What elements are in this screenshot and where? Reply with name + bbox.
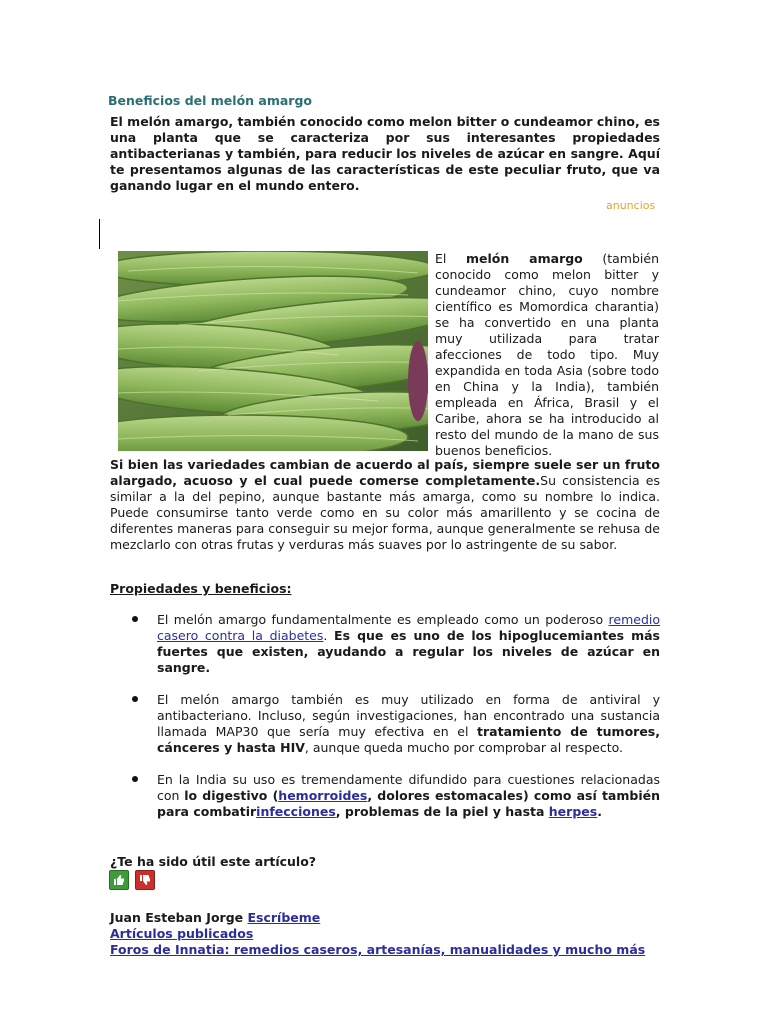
author-name: Juan Esteban Jorge [110, 910, 248, 925]
text-cursor [99, 219, 100, 249]
bullet-icon [132, 696, 138, 702]
bitter-melon-photo [118, 251, 428, 451]
bullet3-bold4: . [597, 804, 602, 819]
article-title: Beneficios del melón amargo [108, 93, 313, 108]
list-item [110, 612, 660, 676]
bullet-icon [132, 776, 138, 782]
bullet2-bold: tratamiento de tumores, cánceres y hasta HIV [157, 724, 660, 755]
side-text: (también conocido como melon bitter y cundeamor chino, cuyo nombre científico es Momordica charantia) se ha convertido en una planta muy utilizada para tratar afecciones de todo tipo. Muy expandida en toda Asia (sobre todo en China y la India), también empleada en África, Brasil y el Caribe, ahora se ha introducido al resto del mundo de la mano de sus buenos beneficios. [435, 251, 659, 458]
contact-author-link[interactable]: Escríbeme [247, 910, 321, 925]
section-title: Propiedades y beneficios: [110, 581, 292, 596]
side-bold-term: melón amargo [465, 251, 583, 266]
bullet-icon [132, 616, 138, 622]
infections-link[interactable]: infecciones [256, 804, 336, 819]
intro-side-paragraph [435, 251, 659, 459]
list-item [110, 772, 660, 820]
thumbs-down-icon[interactable] [135, 870, 155, 890]
bullet3-text: En la India su uso es tremendamente difundido para cuestiones relacionadas con [157, 772, 660, 803]
article-intro: El melón amargo, también conocido como melon bitter o cundeamor chino, es una planta que se caracteriza por sus interesantes propiedades antibacterianas y también, para reducir los niveles de azúcar en sangre. Aquí te presentamos algunas de las características de este peculiar fruto, que va ganando lugar en el mundo entero. [110, 114, 660, 193]
bullet1-text: El melón amargo fundamentalmente es empleado como un poderoso [157, 612, 609, 627]
hemorrhoids-link[interactable]: hemorroides [278, 788, 368, 803]
list-item [110, 692, 660, 756]
bullet3-bold3: , problemas de la piel y hasta [335, 804, 549, 819]
bullet2-text: El melón amargo también es muy utilizado en forma de antiviral y antibacteriano. Incluso, según investigaciones, han encontrado una sustancia llamada MAP30 que sería muy efectiva en el [157, 692, 660, 739]
bullet1-text-b: . [323, 628, 335, 643]
vote-buttons [109, 870, 155, 890]
feedback-question: ¿Te ha sido útil este artículo? [110, 854, 317, 869]
thumbs-up-icon[interactable] [109, 870, 129, 890]
published-articles-link[interactable]: Artículos publicados [110, 926, 254, 941]
diabetes-remedy-link[interactable]: remedio casero contra la diabetes [157, 612, 660, 643]
bullet2-text-b: , aunque queda mucho por comprobar al respecto. [304, 740, 624, 755]
para2-bold: Si bien las variedades cambian de acuerdo al país, siempre suele ser un fruto alargado, acuoso y el cual puede comerse completamente. [110, 457, 660, 488]
author-block [110, 910, 660, 958]
bullet1-bold: Es que es uno de los hipoglucemiantes más fuertes que existen, ayudando a regular los niveles de azúcar en sangre. [157, 628, 661, 675]
side-prefix: El [435, 251, 466, 266]
bullet3-bold2: , dolores estomacales) como así también para combatir [157, 788, 661, 819]
benefits-list [110, 612, 660, 836]
bullet3-bold1: lo digestivo ( [184, 788, 279, 803]
herpes-link[interactable]: herpes [548, 804, 598, 819]
forums-link[interactable]: Foros de Innatia: remedios caseros, artesanías, manualidades y mucho más [110, 942, 646, 957]
description-paragraph [110, 457, 660, 553]
ads-label: anuncios [606, 199, 656, 212]
para2-text: Su consistencia es similar a la del pepino, aunque bastante más amarga, como su nombre lo indica. Puede consumirse tanto verde como en su color más amarillento y se cocina de diferentes maneras para conseguir su mejor forma, aunque generalmente se rehusa de mezclarlo con otras frutas y verduras más suaves por lo astringente de su sabor. [110, 473, 661, 552]
